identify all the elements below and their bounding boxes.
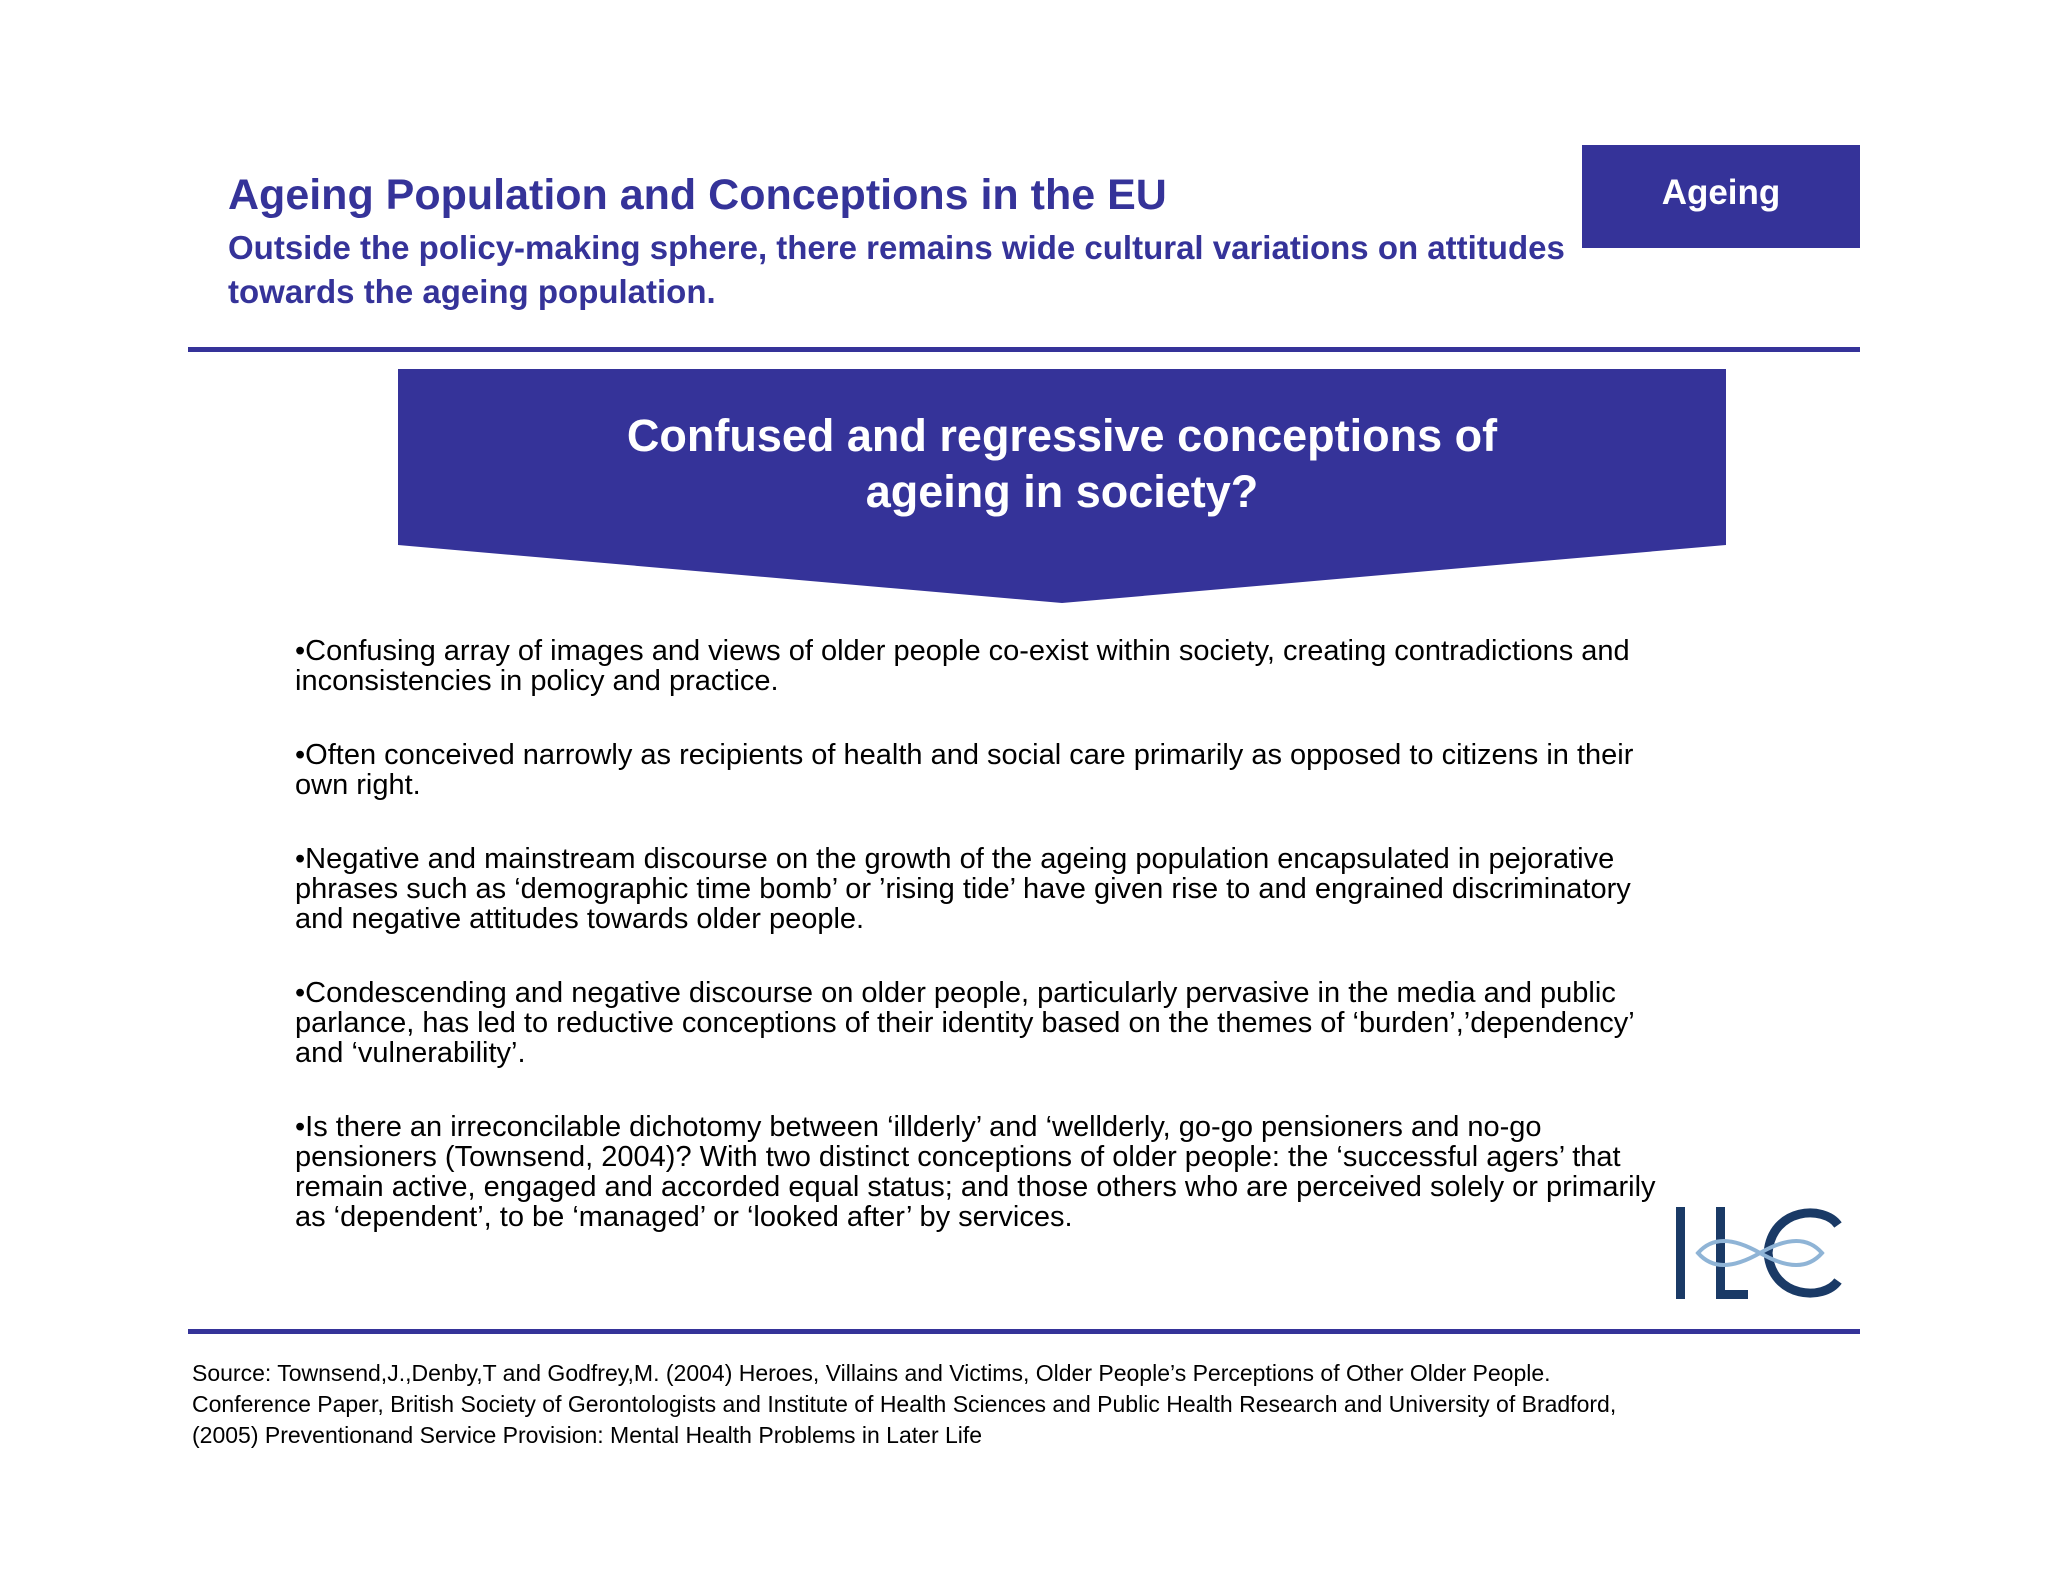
- bullet-item: •Often conceived narrowly as recipients of health and social care primarily as opposed to citizens in their own right.: [295, 739, 1634, 801]
- source-citation: [192, 1358, 1852, 1451]
- bullet-item: •Is there an irreconcilable dichotomy between ‘illderly’ and ‘wellderly, go-go pensioners and no-go pensioners (Townsend, 2004)? With two distinct conceptions of older people: the ‘successful agers’ that remain active, engaged and accorded equal status; and those others who are perceived solely or primarily as ‘dependent’, to be ‘managed’ or ‘looked after’ by services.: [295, 1111, 1656, 1233]
- source-line: Source: Townsend,J.,Denby,T and Godfrey,M. (2004) Heroes, Villains and Victims, Older People’s Perceptions of Other Older People.: [192, 1360, 1551, 1386]
- section-tag: Ageing: [1582, 145, 1860, 248]
- bullet-item: •Condescending and negative discourse on older people, particularly pervasive in the media and public parlance, has led to reductive conceptions of their identity based on the themes of ‘burden’,’dependency’ and ‘vulnerability’.: [295, 977, 1634, 1069]
- bullet-item: •Negative and mainstream discourse on the growth of the ageing population encapsulated in pejorative phrases such as ‘demographic time bomb’ or ’rising tide’ have given rise to and engrained discriminatory and negative attitudes towards older people.: [295, 843, 1631, 935]
- slide-title: Ageing Population and Conceptions in the EU: [228, 171, 1167, 219]
- bullet-item: •Confusing array of images and views of older people co-exist within society, creating contradictions and inconsistencies in policy and practice.: [295, 635, 1630, 697]
- banner-line-1: Confused and regressive conceptions of: [626, 410, 1498, 461]
- header-divider: [188, 347, 1860, 352]
- source-line: Conference Paper, British Society of Gerontologists and Institute of Health Sciences and Public Health Research and University of Bradford,: [192, 1391, 1617, 1417]
- footer-divider: [188, 1329, 1860, 1334]
- banner-heading: [398, 408, 1726, 520]
- ilc-logo: [1672, 1203, 1848, 1303]
- banner-line-2: ageing in society?: [865, 466, 1259, 517]
- source-line: (2005) Preventionand Service Provision: Mental Health Problems in Later Life: [192, 1422, 983, 1448]
- bullet-list: [295, 636, 1675, 1276]
- slide-subtitle: Outside the policy-making sphere, there remains wide cultural variations on attitudes towards the ageing population.: [228, 229, 1565, 310]
